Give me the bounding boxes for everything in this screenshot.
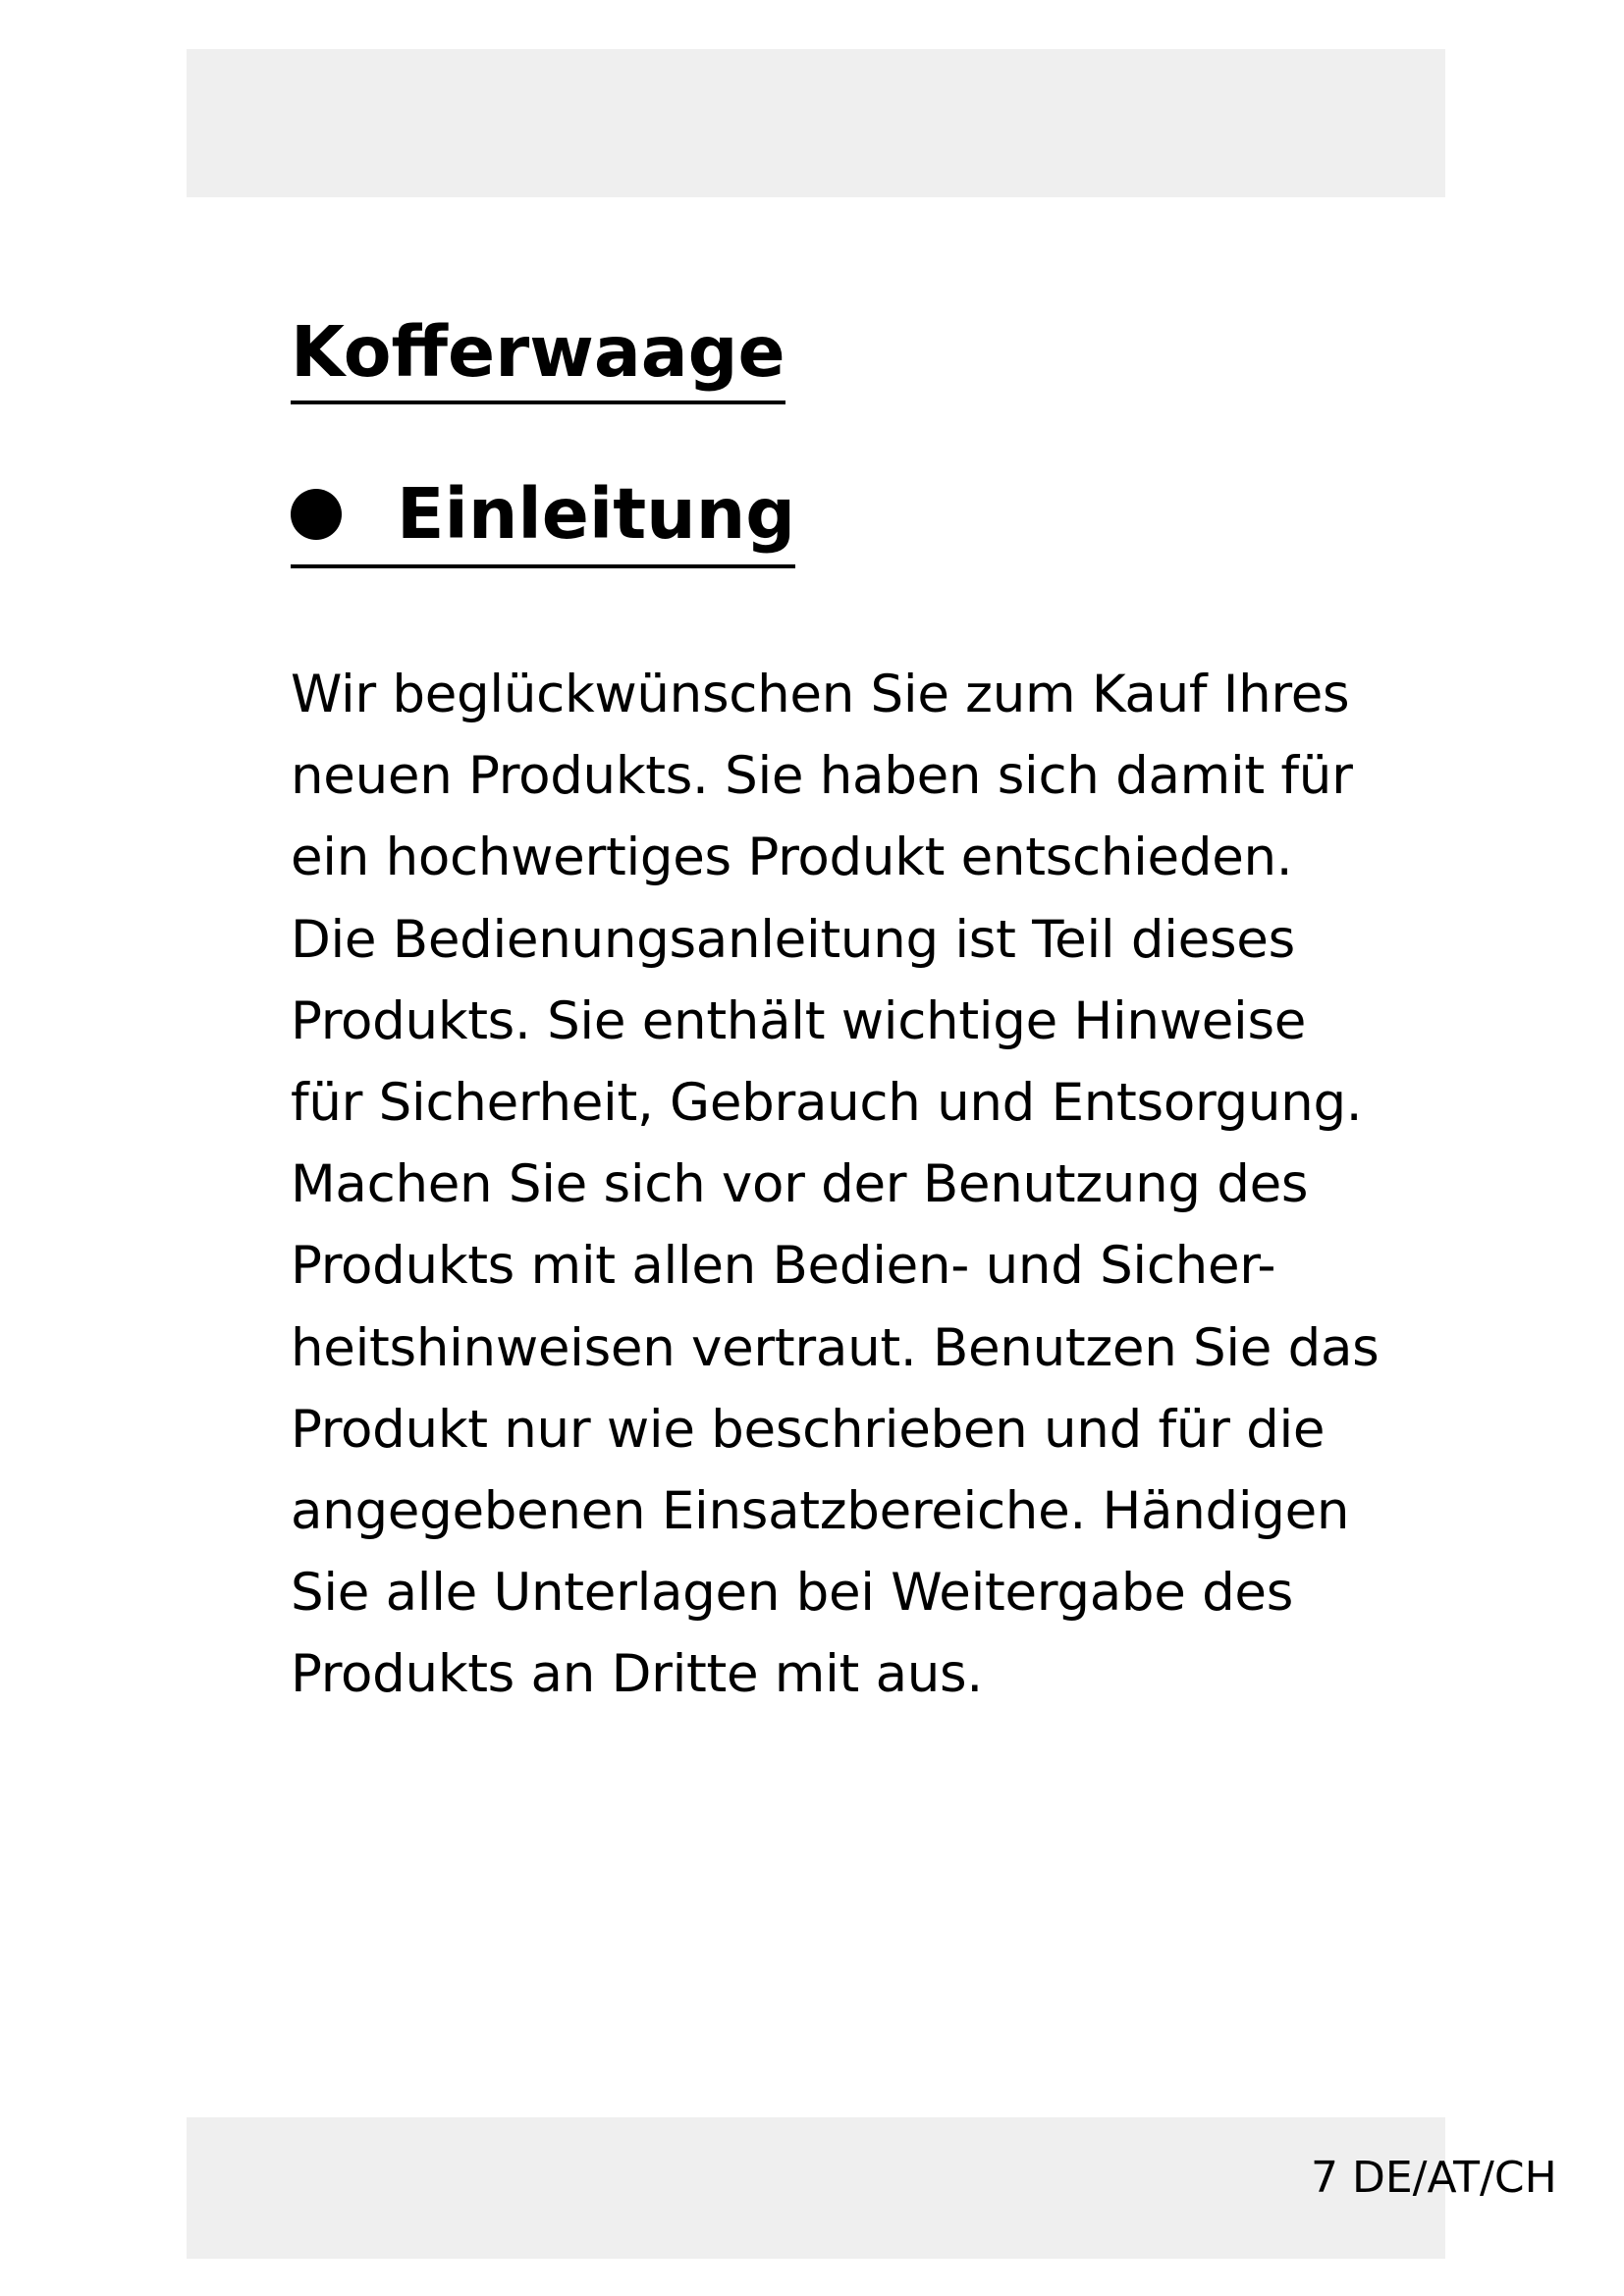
paragraph-line: neuen Produkts. Sie haben sich damit für: [291, 746, 1353, 807]
intro-paragraph: [291, 654, 1380, 1716]
paragraph-line: Wir beglückwünschen Sie zum Kauf Ihres: [291, 665, 1350, 724]
document-title: Kofferwaage: [291, 312, 785, 404]
paragraph-line: Produkts an Dritte mit aus.: [291, 1644, 983, 1705]
section-heading: [291, 474, 795, 568]
paragraph-line: Produkts mit allen Bedien- und Sicher-: [291, 1236, 1276, 1297]
paragraph-line: Produkt nur wie beschrieben und für die: [291, 1399, 1326, 1460]
paragraph-line: Sie alle Unterlagen bei Weitergabe des: [291, 1563, 1294, 1624]
paragraph-line: angegebenen Einsatzbereiche. Händigen: [291, 1481, 1350, 1542]
paragraph-line: Die Bedienungsanleitung ist Teil dieses: [291, 909, 1295, 970]
page-number: 7 DE/AT/CH: [1311, 2153, 1557, 2203]
paragraph-line: Produkts. Sie enthält wichtige Hinweise: [291, 990, 1307, 1051]
paragraph-line: heitshinweisen vertraut. Benutzen Sie das: [291, 1317, 1380, 1378]
footer-band: [187, 2117, 1557, 2259]
section-heading-label: Einleitung: [397, 473, 796, 555]
paragraph-line: für Sicherheit, Gebrauch und Entsorgung.: [291, 1073, 1363, 1134]
paragraph-line: ein hochwertiges Produkt entschieden.: [291, 828, 1293, 888]
paragraph-line: Machen Sie sich vor der Benutzung des: [291, 1154, 1309, 1215]
bullet-icon: [291, 489, 342, 540]
header-band: [187, 49, 1445, 197]
